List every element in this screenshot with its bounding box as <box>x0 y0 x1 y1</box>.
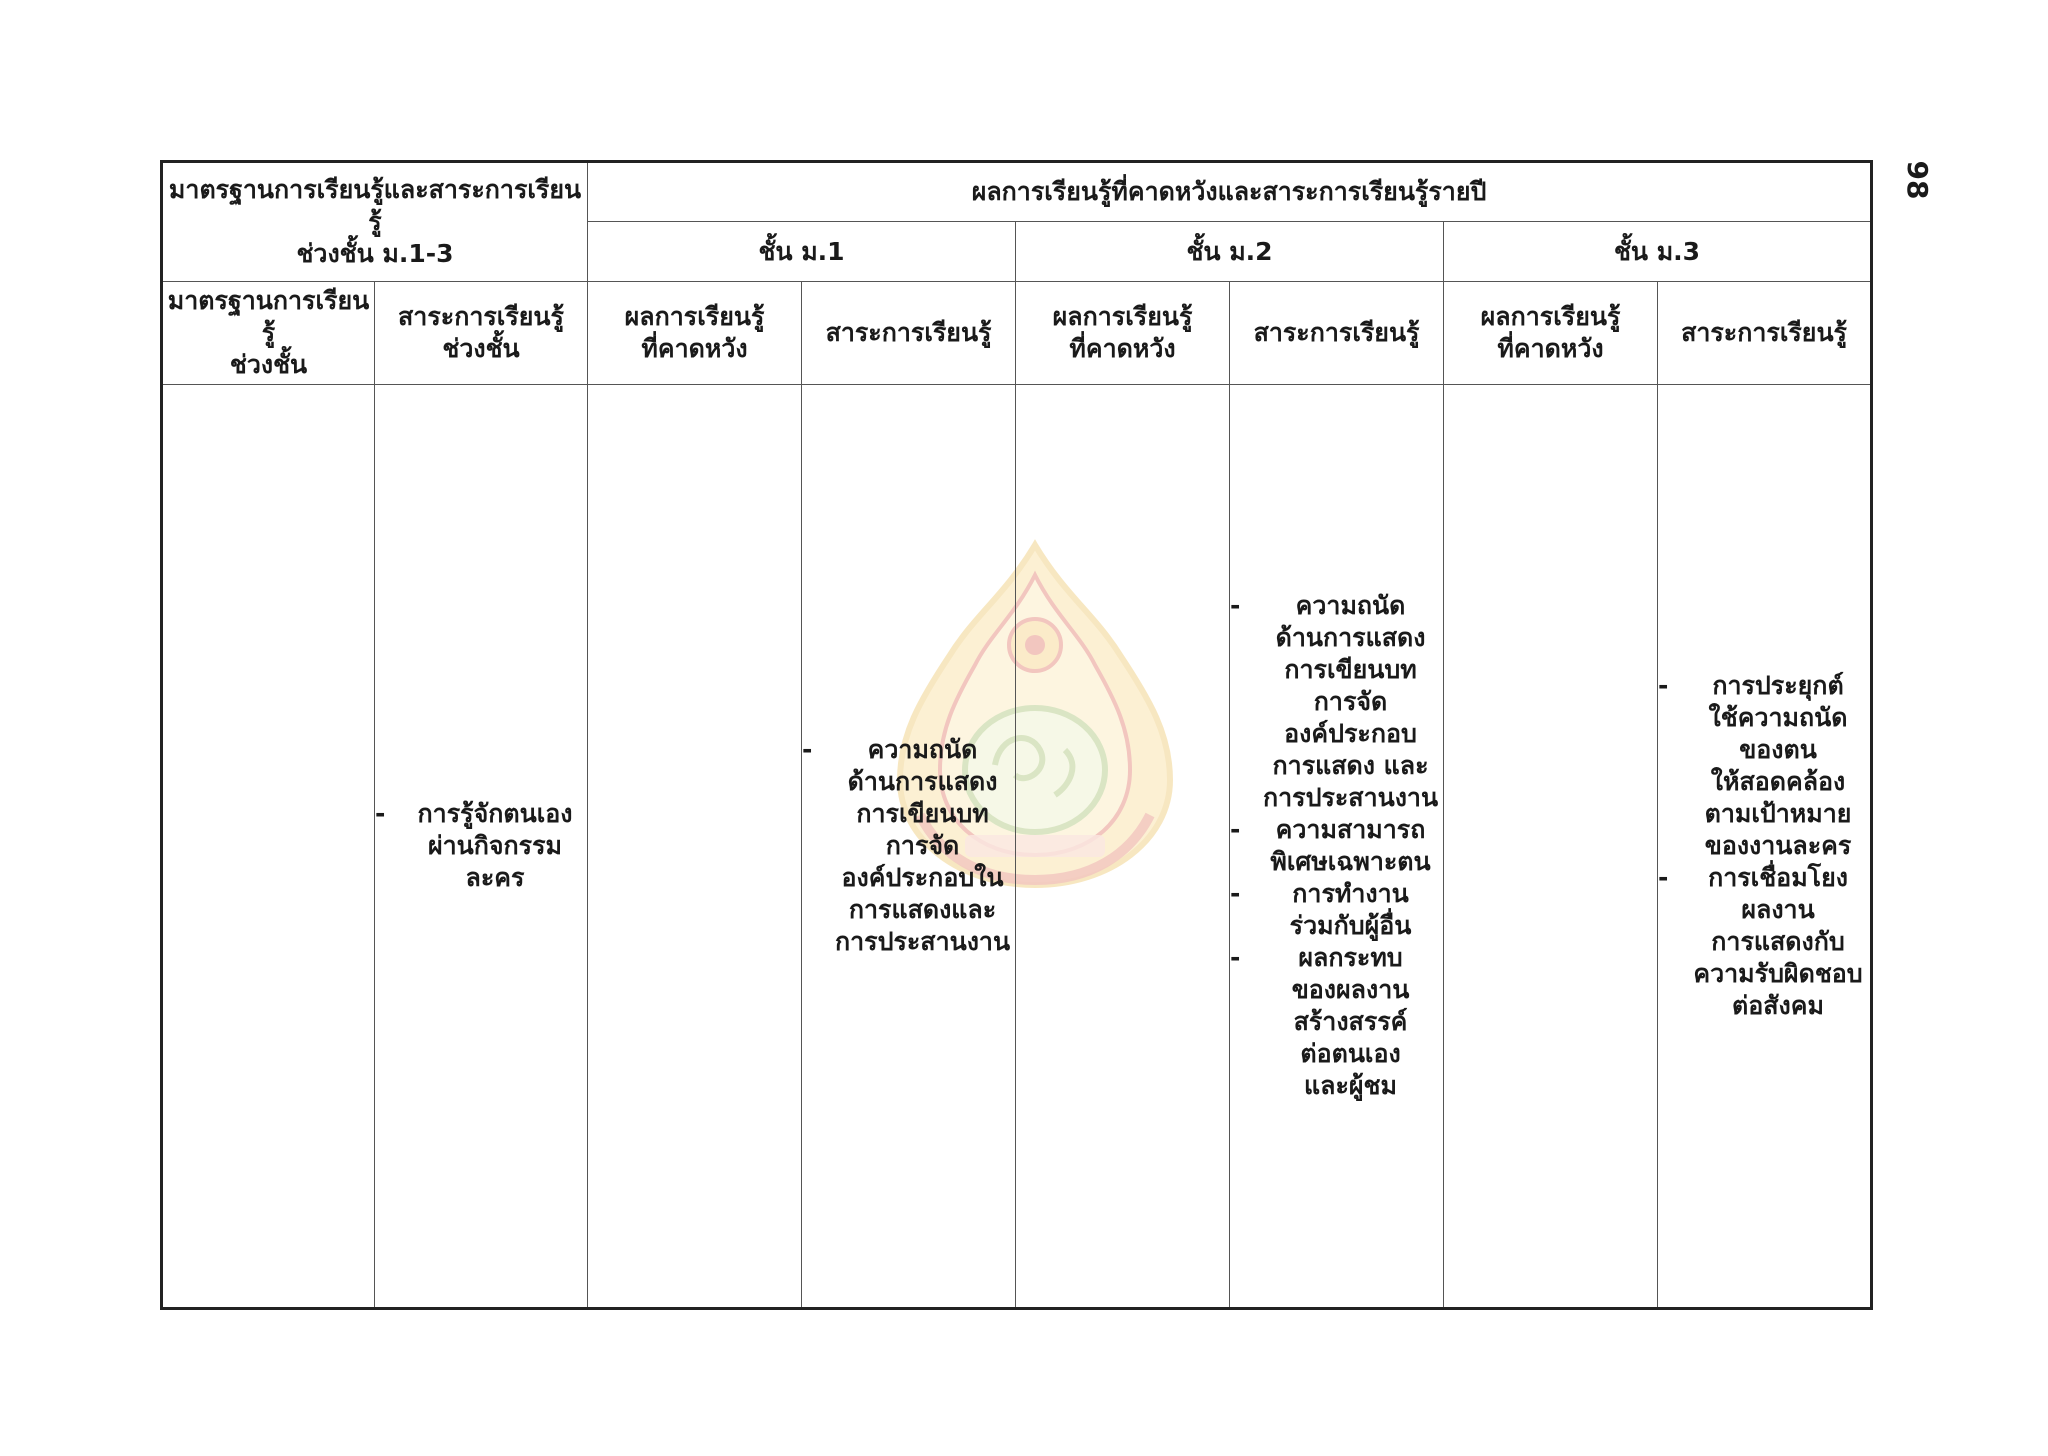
list-item-line: การจัด <box>1313 687 1388 716</box>
list-item-line: และผู้ชม <box>1304 1071 1397 1100</box>
list-item-line: ต่อสังคม <box>1732 991 1824 1020</box>
content-m2-list <box>1230 590 1443 1102</box>
list-item-line: - ความสามารถ <box>1275 815 1426 844</box>
list-item-line: องค์ประกอบใน <box>841 863 1004 892</box>
list-item-line: ความรับผิดชอบ <box>1693 959 1863 988</box>
cell-outcome-m2 <box>1016 385 1230 1309</box>
curriculum-table <box>160 160 1873 1310</box>
cell-content-m1 <box>802 385 1016 1309</box>
header-outcomes-title: ผลการเรียนรู้ที่คาดหวังและสาระการเรียนรู้รายปี <box>588 162 1872 222</box>
list-item-line: การจัด <box>885 831 960 860</box>
list-item <box>802 734 1015 958</box>
list-item <box>1658 670 1870 862</box>
list-item-line: ต่อตนเอง <box>1300 1039 1401 1068</box>
list-item-line: - ความถนัด <box>867 735 978 764</box>
list-item-line: องค์ประกอบ <box>1284 719 1417 748</box>
cell-content-m2 <box>1230 385 1444 1309</box>
col-header-content-range: สาระการเรียนรู้ ช่วงชั้น <box>375 282 588 385</box>
col-header-content-m3: สาระการเรียนรู้ <box>1658 282 1872 385</box>
list-item-line: - ผลกระทบ <box>1298 943 1403 972</box>
header-grade-m3: ชั้น ม.3 <box>1444 222 1872 282</box>
header-standards-title: มาตรฐานการเรียนรู้และสาระการเรียนรู้ ช่วงชั้น ม.1-3 <box>162 162 588 282</box>
list-item <box>1658 862 1870 1022</box>
list-item-line: - การทำงาน <box>1292 879 1409 908</box>
list-item-line: ด้านการแสดง <box>847 767 998 796</box>
list-item-line: - ความถนัด <box>1295 591 1406 620</box>
list-item-line: ละคร <box>465 863 525 892</box>
list-item-line: การแสดง และ <box>1272 751 1429 780</box>
header-grade-m1: ชั้น ม.1 <box>588 222 1016 282</box>
list-item-line: ใช้ความถนัด <box>1708 703 1848 732</box>
list-item <box>375 798 587 894</box>
list-item-line: ให้สอดคล้อง <box>1710 767 1846 796</box>
content-m1-list <box>802 734 1015 958</box>
col-header-standard: มาตรฐานการเรียนรู้ ช่วงชั้น <box>162 282 375 385</box>
list-item-line: ผ่านกิจกรรม <box>427 831 563 860</box>
cell-content-range <box>375 385 588 1309</box>
list-item <box>1230 814 1443 878</box>
list-item-line: - การรู้จักตนเอง <box>417 799 573 828</box>
content-range-list <box>375 798 587 894</box>
list-item-line: ร่วมกับผู้อื่น <box>1289 911 1412 940</box>
page-number: 98 <box>1901 160 1934 200</box>
cell-content-m3 <box>1658 385 1872 1309</box>
list-item-line: ตามเป้าหมาย <box>1704 799 1852 828</box>
list-item-line: ด้านการแสดง <box>1275 623 1426 652</box>
list-item-line: ผลงาน <box>1741 895 1815 924</box>
list-item-line: การประสานงาน <box>834 927 1011 956</box>
col-header-outcome-m2: ผลการเรียนรู้ ที่คาดหวัง <box>1016 282 1230 385</box>
list-item <box>1230 590 1443 814</box>
list-item-line: - การประยุกต์ <box>1712 671 1844 700</box>
header-grade-m2: ชั้น ม.2 <box>1016 222 1444 282</box>
col-header-outcome-m3: ผลการเรียนรู้ ที่คาดหวัง <box>1444 282 1658 385</box>
list-item-line: สร้างสรรค์ <box>1293 1007 1408 1036</box>
list-item-line: การแสดงและ <box>848 895 997 924</box>
list-item-line: การแสดงกับ <box>1711 927 1845 956</box>
cell-outcome-m1 <box>588 385 802 1309</box>
col-header-content-m2: สาระการเรียนรู้ <box>1230 282 1444 385</box>
list-item-line: การประสานงาน <box>1262 783 1439 812</box>
list-item-line: ของงานละคร <box>1704 831 1852 860</box>
col-header-outcome-m1: ผลการเรียนรู้ ที่คาดหวัง <box>588 282 802 385</box>
list-item-line: - การเชื่อมโยง <box>1708 863 1848 892</box>
list-item-line: ของผลงาน <box>1291 975 1410 1004</box>
list-item-line: พิเศษเฉพาะตน <box>1270 847 1431 876</box>
content-m3-list <box>1658 670 1870 1022</box>
list-item-line: การเขียนบท <box>1284 655 1417 684</box>
cell-standard <box>162 385 375 1309</box>
list-item <box>1230 878 1443 942</box>
list-item-line: การเขียนบท <box>856 799 989 828</box>
cell-outcome-m3 <box>1444 385 1658 1309</box>
list-item <box>1230 942 1443 1102</box>
list-item-line: ของตน <box>1739 735 1817 764</box>
col-header-content-m1: สาระการเรียนรู้ <box>802 282 1016 385</box>
